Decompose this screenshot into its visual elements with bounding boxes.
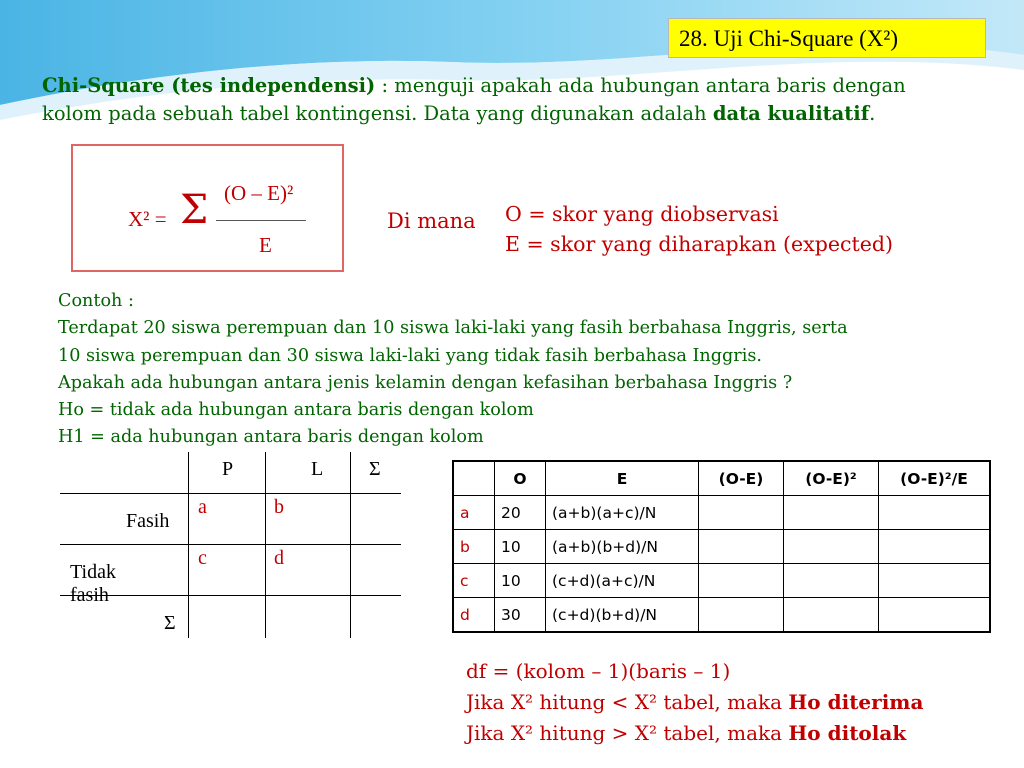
reject-rule-result: Ho ditolak <box>788 721 907 745</box>
formula-sigma-symbol: Σ <box>180 187 209 233</box>
calc-cell-e: (c+d)(b+d)/N <box>546 598 699 633</box>
formula-numerator: (O – E)² <box>224 181 294 205</box>
ct-header-l: L <box>311 458 324 480</box>
calc-cell-o: 20 <box>495 496 546 530</box>
formula-denominator: E <box>259 233 272 257</box>
ct-vline-2 <box>265 452 266 638</box>
data-type-term: data kualitatif <box>712 102 870 125</box>
example-line: Apakah ada hubungan antara jenis kelamin dengan kefasihan berbahasa Inggris ? <box>58 372 793 393</box>
ct-cell-a: a <box>198 496 207 518</box>
definition-o: O = skor yang diobservasi <box>505 202 779 226</box>
table-row <box>453 564 990 598</box>
calc-cell-diff <box>699 530 784 564</box>
calc-cell-diff <box>699 598 784 633</box>
calculation-table <box>452 460 991 633</box>
chi-square-term: Chi-Square (tes independensi) <box>42 74 376 97</box>
example-heading: Contoh : <box>58 291 134 311</box>
table-row <box>453 530 990 564</box>
calc-cell-diff-sq <box>784 530 879 564</box>
ct-row-fasih: Fasih <box>126 510 170 532</box>
hypothesis-h0: Ho = tidak ada hubungan antara baris dengan kolom <box>58 400 534 421</box>
accept-rule-text: Jika X² hitung < X² tabel, maka <box>466 690 789 714</box>
calc-cell-e: (a+b)(b+d)/N <box>546 530 699 564</box>
calc-cell-chi <box>879 564 991 598</box>
calc-cell-diff <box>699 564 784 598</box>
calc-header-chi-term: (O-E)²/E <box>879 461 991 496</box>
intro-paragraph <box>42 72 1002 128</box>
ct-header-p: P <box>222 458 234 480</box>
accept-rule <box>466 687 923 718</box>
conclusion-block <box>466 656 923 749</box>
formula-fraction-bar <box>216 220 306 221</box>
example-line: 10 siswa perempuan dan 30 siswa laki-laki yang tidak fasih berbahasa Inggris. <box>58 345 762 366</box>
example-block <box>58 288 848 452</box>
slide-title: 28. Uji Chi-Square (X²) <box>668 18 986 58</box>
definitions <box>505 199 893 259</box>
intro-period: . <box>869 102 876 125</box>
ct-cell-d: d <box>274 547 284 569</box>
calc-cell-e: (c+d)(a+c)/N <box>546 564 699 598</box>
calc-cell-diff-sq <box>784 598 879 633</box>
ct-vline-1 <box>188 452 189 638</box>
reject-rule <box>466 718 923 749</box>
df-formula: df = (kolom – 1)(baris – 1) <box>466 659 731 683</box>
calc-cell-chi <box>879 598 991 633</box>
calc-header-e: E <box>546 461 699 496</box>
calc-cell-label: a <box>453 496 495 530</box>
example-line: Terdapat 20 siswa perempuan dan 10 siswa laki-laki yang fasih berbahasa Inggris, serta <box>58 318 848 339</box>
ct-cell-c: c <box>198 547 207 569</box>
intro-desc-2: kolom pada sebuah tabel kontingensi. Data yang digunakan adalah <box>42 102 713 125</box>
ct-hline-1 <box>60 493 401 494</box>
ct-row-sum: Σ <box>164 612 176 634</box>
calc-cell-o: 10 <box>495 530 546 564</box>
calc-header-o: O <box>495 461 546 496</box>
calc-cell-label: c <box>453 564 495 598</box>
reject-rule-text: Jika X² hitung > X² tabel, maka <box>466 721 789 745</box>
intro-desc-1: : menguji apakah ada hubungan antara baris dengan <box>375 74 906 97</box>
definition-e: E = skor yang diharapkan (expected) <box>505 232 893 256</box>
ct-hline-2 <box>60 544 401 545</box>
calc-cell-o: 30 <box>495 598 546 633</box>
hypothesis-h1: H1 = ada hubungan antara baris dengan kolom <box>58 427 484 448</box>
calc-cell-e: (a+b)(a+c)/N <box>546 496 699 530</box>
calc-header-o-minus-e: (O-E) <box>699 461 784 496</box>
calc-cell-diff <box>699 496 784 530</box>
ct-row-tidak-fasih: Tidak fasih <box>70 561 116 606</box>
calc-cell-chi <box>879 530 991 564</box>
ct-header-sum: Σ <box>369 458 381 480</box>
calc-cell-diff-sq <box>784 564 879 598</box>
calc-cell-label: b <box>453 530 495 564</box>
calc-cell-chi <box>879 496 991 530</box>
calc-header-row <box>453 461 990 496</box>
table-row <box>453 598 990 633</box>
calc-cell-label: d <box>453 598 495 633</box>
ct-vline-3 <box>350 452 351 638</box>
di-mana-label: Di mana <box>387 209 476 233</box>
calc-cell-diff-sq <box>784 496 879 530</box>
calc-cell-o: 10 <box>495 564 546 598</box>
calc-header-blank <box>453 461 495 496</box>
formula-x2-label: X² = <box>128 207 167 231</box>
calc-header-o-minus-e-squared: (O-E)² <box>784 461 879 496</box>
ct-cell-b: b <box>274 496 284 518</box>
accept-rule-result: Ho diterima <box>788 690 924 714</box>
table-row <box>453 496 990 530</box>
